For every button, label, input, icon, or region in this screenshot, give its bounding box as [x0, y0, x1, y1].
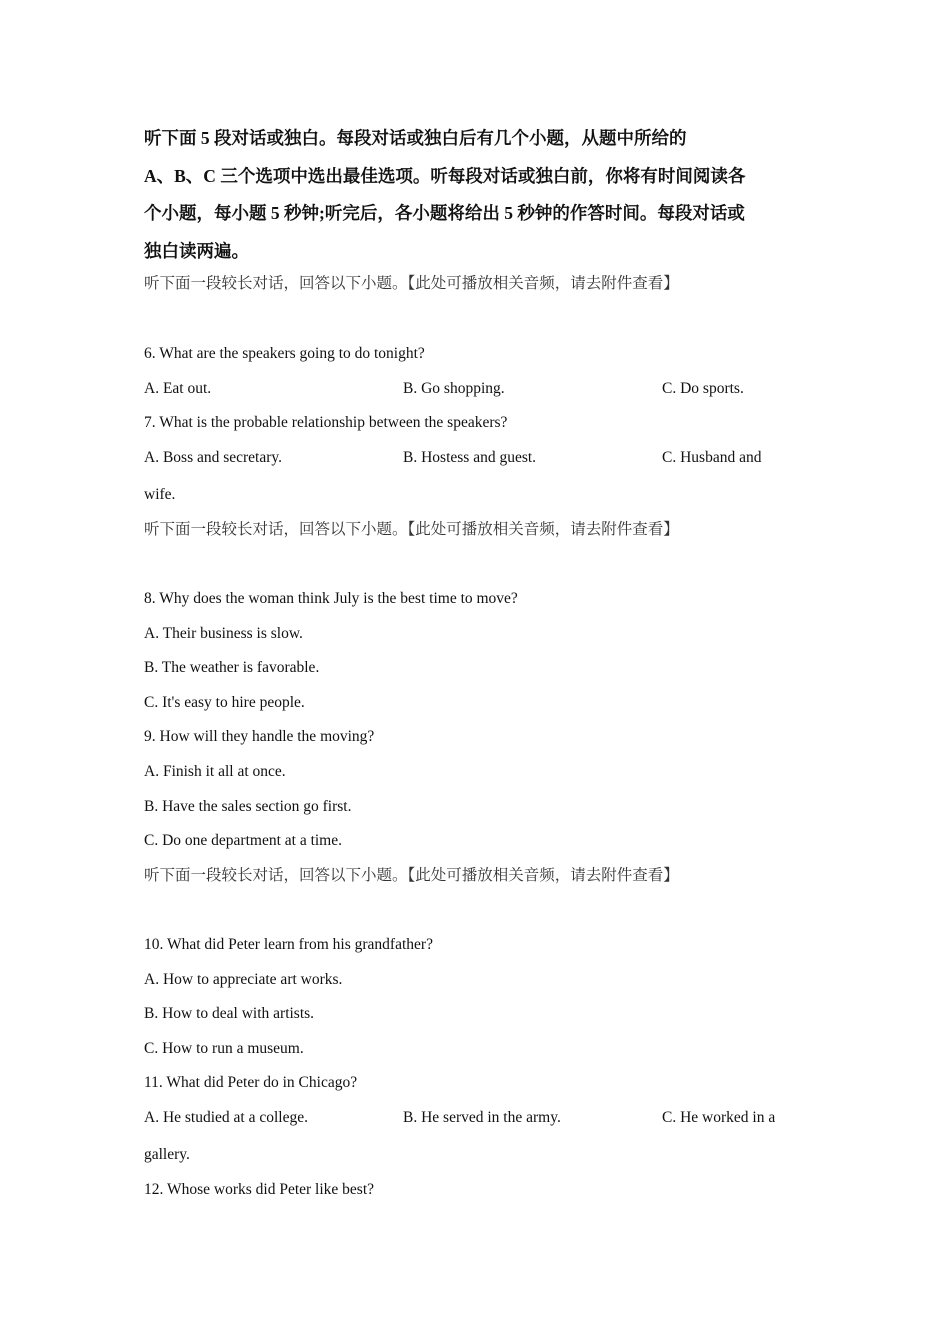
option-a: A. Eat out. — [144, 380, 212, 397]
question-9: 9. How will they handle the moving? — [144, 728, 375, 745]
option-b: B. How to deal with artists. — [144, 1005, 315, 1022]
question-6: 6. What are the speakers going to do tonight? — [144, 345, 425, 362]
audio-note: 听下面一段较长对话，回答以下小题。【此处可播放相关音频，请去附件查看】 — [144, 521, 679, 538]
option-b: B. The weather is favorable. — [144, 659, 320, 676]
audio-note: 听下面一段较长对话，回答以下小题。【此处可播放相关音频，请去附件查看】 — [144, 867, 679, 884]
instructions-line: 个小题，每小题 5 秒钟;听完后，各小题将给出 5 秒钟的作答时间。每段对话或 — [144, 203, 745, 223]
question-8: 8. Why does the woman think July is the best time to move? — [144, 590, 518, 607]
option-c: C. Husband and — [662, 449, 762, 466]
options-row-6 — [144, 378, 806, 400]
option-c: C. He worked in a — [662, 1109, 776, 1126]
options-row-11 — [144, 1107, 806, 1129]
option-b: B. Hostess and guest. — [403, 449, 537, 466]
question-7: 7. What is the probable relationship between the speakers? — [144, 414, 508, 431]
question-10: 10. What did Peter learn from his grandfather? — [144, 936, 433, 953]
option-a: A. How to appreciate art works. — [144, 971, 343, 988]
option-a: A. Their business is slow. — [144, 625, 303, 642]
option-c: C. Do one department at a time. — [144, 832, 342, 849]
instructions-line: 独白读两遍。 — [144, 240, 249, 261]
audio-note: 听下面一段较长对话，回答以下小题。【此处可播放相关音频，请去附件查看】 — [144, 275, 679, 292]
option-c-wrap: gallery. — [144, 1146, 190, 1163]
option-b: B. Have the sales section go first. — [144, 798, 352, 815]
option-a: A. He studied at a college. — [144, 1109, 308, 1126]
option-a: A. Finish it all at once. — [144, 763, 286, 780]
option-c-wrap: wife. — [144, 486, 176, 503]
instructions-line: 听下面 5 段对话或独白。每段对话或独白后有几个小题，从题中所给的 — [144, 128, 687, 148]
option-c: C. How to run a museum. — [144, 1040, 304, 1057]
instructions-block — [144, 120, 806, 270]
options-row-7 — [144, 447, 806, 469]
question-11: 11. What did Peter do in Chicago? — [144, 1074, 358, 1091]
option-a: A. Boss and secretary. — [144, 449, 283, 466]
instructions-line: A、B、C 三个选项中选出最佳选项。听每段对话或独白前，你将有时间阅读各 — [144, 165, 746, 186]
option-c: C. It's easy to hire people. — [144, 694, 305, 711]
question-12: 12. Whose works did Peter like best? — [144, 1181, 375, 1198]
option-b: B. Go shopping. — [403, 380, 505, 397]
option-b: B. He served in the army. — [403, 1109, 561, 1126]
option-c: C. Do sports. — [662, 380, 744, 397]
